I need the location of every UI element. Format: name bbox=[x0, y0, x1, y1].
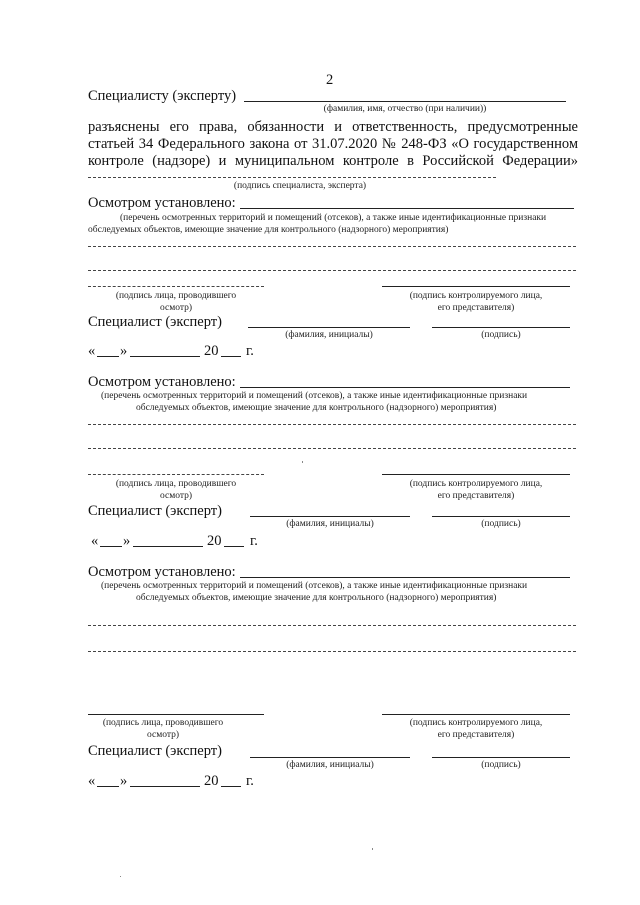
date-year-field[interactable] bbox=[224, 546, 244, 547]
page-number: 2 bbox=[326, 72, 334, 88]
date-quote-close: » bbox=[120, 343, 128, 359]
controlled-person-caption-1: (подпись контролируемого лица, bbox=[409, 479, 543, 489]
specialist-fio-caption: (фамилия, инициалы) bbox=[285, 330, 373, 340]
date-month-field[interactable] bbox=[133, 546, 203, 547]
controlled-person-signature-line[interactable] bbox=[382, 474, 570, 475]
specialist-sign-line[interactable] bbox=[432, 516, 570, 517]
inspection-result-line[interactable] bbox=[88, 448, 576, 449]
date-quote-open: « bbox=[91, 533, 99, 549]
date-day-field[interactable] bbox=[97, 786, 119, 787]
date-year-prefix: 20 bbox=[207, 533, 222, 549]
specialist-sign-caption: (подпись) bbox=[481, 519, 521, 529]
specialist-fio-caption: (фамилия, инициалы) bbox=[286, 519, 374, 529]
specialist-fio-caption: (фамилия, инициалы) bbox=[286, 760, 374, 770]
controlled-person-caption-2: его представителя) bbox=[437, 303, 515, 313]
inspection-result-line[interactable] bbox=[240, 208, 574, 209]
date-day-field[interactable] bbox=[100, 546, 122, 547]
specialist-signature-line[interactable] bbox=[88, 177, 496, 178]
date-quote-close: » bbox=[123, 533, 131, 549]
inspection-result-line[interactable] bbox=[240, 387, 570, 388]
specialist-name-line[interactable] bbox=[244, 101, 566, 102]
inspector-signature-line[interactable] bbox=[88, 474, 264, 475]
date-month-field[interactable] bbox=[130, 786, 200, 787]
block-title: Осмотром установлено: bbox=[88, 564, 236, 580]
specialist-name-caption: (фамилия, имя, отчество (при наличии)) bbox=[323, 104, 487, 114]
date-quote-close: » bbox=[120, 773, 128, 789]
specialist-label: Специалист (эксперт) bbox=[88, 503, 222, 519]
controlled-person-caption-2: его представителя) bbox=[437, 730, 515, 740]
date-year-suffix: г. bbox=[246, 343, 254, 359]
inspection-result-line[interactable] bbox=[240, 577, 570, 578]
inspection-caption-1: (перечень осмотренных территорий и помещений (отсеков), а также иные идентификационные признаки bbox=[101, 391, 528, 401]
controlled-person-caption-1: (подпись контролируемого лица, bbox=[409, 291, 543, 301]
scan-speck bbox=[372, 848, 373, 850]
inspection-caption-1: (перечень осмотренных территорий и помещений (отсеков), а также иные идентификационные признаки bbox=[101, 581, 528, 591]
inspection-result-line[interactable] bbox=[88, 625, 576, 626]
inspector-signature-caption-2: осмотр) bbox=[159, 303, 193, 313]
date-quote-open: « bbox=[88, 343, 96, 359]
date-year-prefix: 20 bbox=[204, 773, 219, 789]
specialist-signature-caption: (подпись специалиста, эксперта) bbox=[233, 181, 367, 191]
specialist-sign-line[interactable] bbox=[432, 757, 570, 758]
inspector-signature-caption-1: (подпись лица, проводившего bbox=[115, 479, 237, 489]
inspection-caption-2: обследуемых объектов, имеющие значение для контрольного (надзорного) мероприятия) bbox=[136, 403, 497, 413]
date-quote-open: « bbox=[88, 773, 96, 789]
block-title: Осмотром установлено: bbox=[88, 195, 236, 211]
controlled-person-signature-line[interactable] bbox=[382, 714, 570, 715]
specialist-intro-label: Специалисту (эксперту) bbox=[88, 88, 237, 104]
inspection-result-line[interactable] bbox=[88, 424, 576, 425]
scan-speck bbox=[302, 461, 303, 463]
date-year-prefix: 20 bbox=[204, 343, 219, 359]
inspector-signature-line[interactable] bbox=[88, 286, 264, 287]
date-year-field[interactable] bbox=[221, 786, 241, 787]
inspection-caption-2: обследуемых объектов, имеющие значение для контрольного (надзорного) мероприятия) bbox=[136, 593, 497, 603]
specialist-sign-line[interactable] bbox=[432, 327, 570, 328]
date-day-field[interactable] bbox=[97, 356, 119, 357]
rights-text-line-3: контроле (надзоре) и муниципальном контроле в Российской Федерации» bbox=[88, 153, 578, 169]
date-year-suffix: г. bbox=[246, 773, 254, 789]
inspector-signature-caption-2: осмотр) bbox=[159, 491, 193, 501]
controlled-person-caption-1: (подпись контролируемого лица, bbox=[409, 718, 543, 728]
inspector-signature-caption-2: осмотр) bbox=[146, 730, 180, 740]
specialist-fio-line[interactable] bbox=[250, 516, 410, 517]
inspection-result-line[interactable] bbox=[88, 246, 576, 247]
specialist-label: Специалист (эксперт) bbox=[88, 314, 222, 330]
specialist-label: Специалист (эксперт) bbox=[88, 743, 222, 759]
controlled-person-caption-2: его представителя) bbox=[437, 491, 515, 501]
specialist-fio-line[interactable] bbox=[250, 757, 410, 758]
specialist-sign-caption: (подпись) bbox=[481, 760, 521, 770]
specialist-fio-line[interactable] bbox=[248, 327, 410, 328]
inspector-signature-caption-1: (подпись лица, проводившего bbox=[115, 291, 237, 301]
inspector-signature-caption-1: (подпись лица, проводившего bbox=[102, 718, 224, 728]
date-year-field[interactable] bbox=[221, 356, 241, 357]
rights-text-line-1: разъяснены его права, обязанности и ответственность, предусмотренные bbox=[88, 119, 578, 135]
inspection-caption-1: (перечень осмотренных территорий и помещений (отсеков), а также иные идентификационные признаки bbox=[120, 213, 547, 223]
inspector-signature-line[interactable] bbox=[88, 714, 264, 715]
inspection-result-line[interactable] bbox=[88, 270, 576, 271]
inspection-result-line[interactable] bbox=[88, 651, 576, 652]
inspection-caption-2: обследуемых объектов, имеющие значение для контрольного (надзорного) мероприятия) bbox=[88, 225, 449, 235]
scan-speck bbox=[120, 876, 121, 877]
date-month-field[interactable] bbox=[130, 356, 200, 357]
rights-text-line-2: статьей 34 Федерального закона от 31.07.2020 № 248-ФЗ «О государственном bbox=[88, 136, 578, 152]
specialist-sign-caption: (подпись) bbox=[481, 330, 521, 340]
controlled-person-signature-line[interactable] bbox=[382, 286, 570, 287]
block-title: Осмотром установлено: bbox=[88, 374, 236, 390]
date-year-suffix: г. bbox=[250, 533, 258, 549]
